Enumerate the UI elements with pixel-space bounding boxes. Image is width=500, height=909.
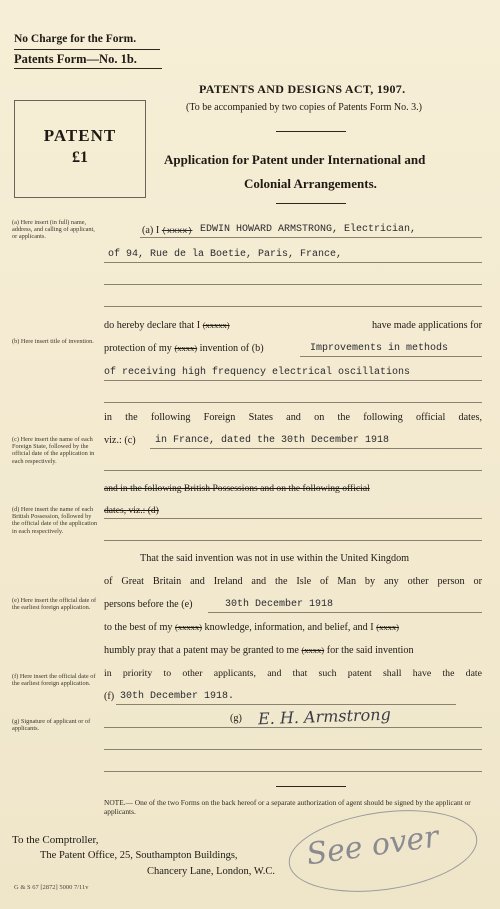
signature-rule-2 bbox=[104, 749, 482, 750]
title-rule bbox=[276, 131, 346, 132]
margin-note-d: (d) Here insert the name of each British Possession, followed by the official date of the application in each respectively. bbox=[12, 506, 98, 535]
applicant-rule-3 bbox=[104, 284, 482, 285]
signature-rule-1 bbox=[104, 727, 482, 728]
protection-line: protection of my (xxxx) invention of (b) bbox=[104, 343, 264, 354]
british-rule-1 bbox=[104, 518, 482, 519]
priority-date-field[interactable]: 30th December 1918. bbox=[120, 691, 235, 702]
margin-note-a: (a) Here insert (in full) name, address, and calling of applicant, or applicants. bbox=[12, 219, 95, 241]
invention-rule-1 bbox=[300, 356, 482, 357]
signature-rule-3 bbox=[104, 771, 482, 772]
invention-rule-3 bbox=[104, 402, 482, 403]
british-possessions-struck-1: and in the following British Possessions and on the following official bbox=[104, 483, 370, 494]
persons-before-label: persons before the (e) bbox=[104, 599, 193, 610]
priority-date-rule bbox=[116, 704, 456, 705]
patent-office-address-2: Chancery Lane, London, W.C. bbox=[147, 866, 276, 877]
applicant-rule-2 bbox=[104, 262, 482, 263]
applicant-rule-1 bbox=[140, 237, 482, 238]
margin-note-f: (f) Here insert the official date of the earliest foreign application. bbox=[12, 673, 96, 688]
viz-label: viz.: (c) bbox=[104, 435, 136, 446]
earliest-date-field[interactable]: 30th December 1918 bbox=[225, 599, 334, 610]
no-charge-text: No Charge for the Form. bbox=[14, 33, 137, 45]
margin-note-c: (c) Here insert the name of each Foreign State, followed by the official date of the application in each respectively. bbox=[12, 436, 95, 465]
british-rule-2 bbox=[104, 540, 482, 541]
foreign-rule-1 bbox=[150, 448, 482, 449]
application-title-line2: Colonial Arrangements. bbox=[244, 176, 377, 191]
fee-amount: £1 bbox=[72, 149, 88, 166]
applicant-name-field[interactable]: EDWIN HOWARD ARMSTRONG, Electrician, bbox=[200, 224, 417, 235]
form-number: Patents Form—No. 1b. bbox=[14, 52, 137, 66]
foreign-states-line: in the following Foreign States and on the following official dates, bbox=[104, 412, 482, 423]
foreign-rule-2 bbox=[104, 470, 482, 471]
applicant-signature[interactable]: E. H. Armstrong bbox=[257, 704, 392, 729]
foreign-entry-field[interactable]: in France, dated the 30th December 1918 bbox=[155, 435, 390, 446]
header-divider bbox=[14, 49, 160, 50]
margin-note-e: (e) Here insert the official date of the earliest foreign application. bbox=[12, 597, 97, 612]
g-label: (g) bbox=[230, 713, 242, 724]
declaration-line: do hereby declare that I (xxxxx) have made applications for bbox=[104, 320, 482, 331]
see-over-text: See over bbox=[304, 819, 441, 873]
priority-line: in priority to other applicants, and that such patent shall have the date bbox=[104, 668, 482, 679]
print-code: G & S 67 [2872] 5000 7/11v bbox=[14, 884, 89, 891]
patent-label: PATENT bbox=[43, 126, 117, 145]
applicant-prefix: (a) I (xxxx) bbox=[142, 225, 193, 236]
invention-title-field-2[interactable]: of receiving high frequency electrical oscillations bbox=[104, 367, 411, 378]
invention-title-field-1[interactable]: Improvements in methods bbox=[310, 343, 449, 354]
earliest-date-rule bbox=[208, 612, 482, 613]
f-label: (f) bbox=[104, 691, 115, 702]
footer-rule bbox=[276, 786, 346, 787]
applicant-address-field[interactable]: of 94, Rue de la Boetie, Paris, France, bbox=[108, 249, 343, 260]
british-possessions-struck-2: dates, viz.: (d) bbox=[104, 505, 159, 516]
form-number-underline bbox=[14, 68, 162, 69]
application-title-line1: Application for Patent under International and bbox=[164, 152, 426, 167]
authorization-note: NOTE.— One of the two Forms on the back hereof or a separate authorization of agent should be signed by the applicant or applicants. bbox=[104, 798, 471, 816]
knowledge-line: to the best of my (xxxxx) knowledge, information, and belief, and I (xxxx) bbox=[104, 622, 399, 633]
accompany-note: (To be accompanied by two copies of Patents Form No. 3.) bbox=[186, 102, 422, 113]
comptroller-line: To the Comptroller, bbox=[12, 834, 99, 846]
pray-line: humbly pray that a patent may be granted to me (xxxx) for the said invention bbox=[104, 645, 414, 656]
patent-office-address-1: The Patent Office, 25, Southampton Buildings, bbox=[40, 850, 238, 861]
patent-fee-box bbox=[14, 100, 146, 198]
margin-note-g: (g) Signature of applicant or of applicants. bbox=[12, 718, 91, 733]
invention-rule-2 bbox=[104, 380, 482, 381]
statement-line-2: of Great Britain and Ireland and the Isle of Man by any other person or bbox=[104, 576, 482, 587]
title-rule-2 bbox=[276, 203, 346, 204]
act-title: PATENTS AND DESIGNS ACT, 1907. bbox=[199, 82, 406, 96]
statement-line-1: That the said invention was not in use within the United Kingdom bbox=[140, 553, 410, 564]
applicant-rule-4 bbox=[104, 306, 482, 307]
margin-note-b: (b) Here insert title of invention. bbox=[12, 338, 94, 345]
